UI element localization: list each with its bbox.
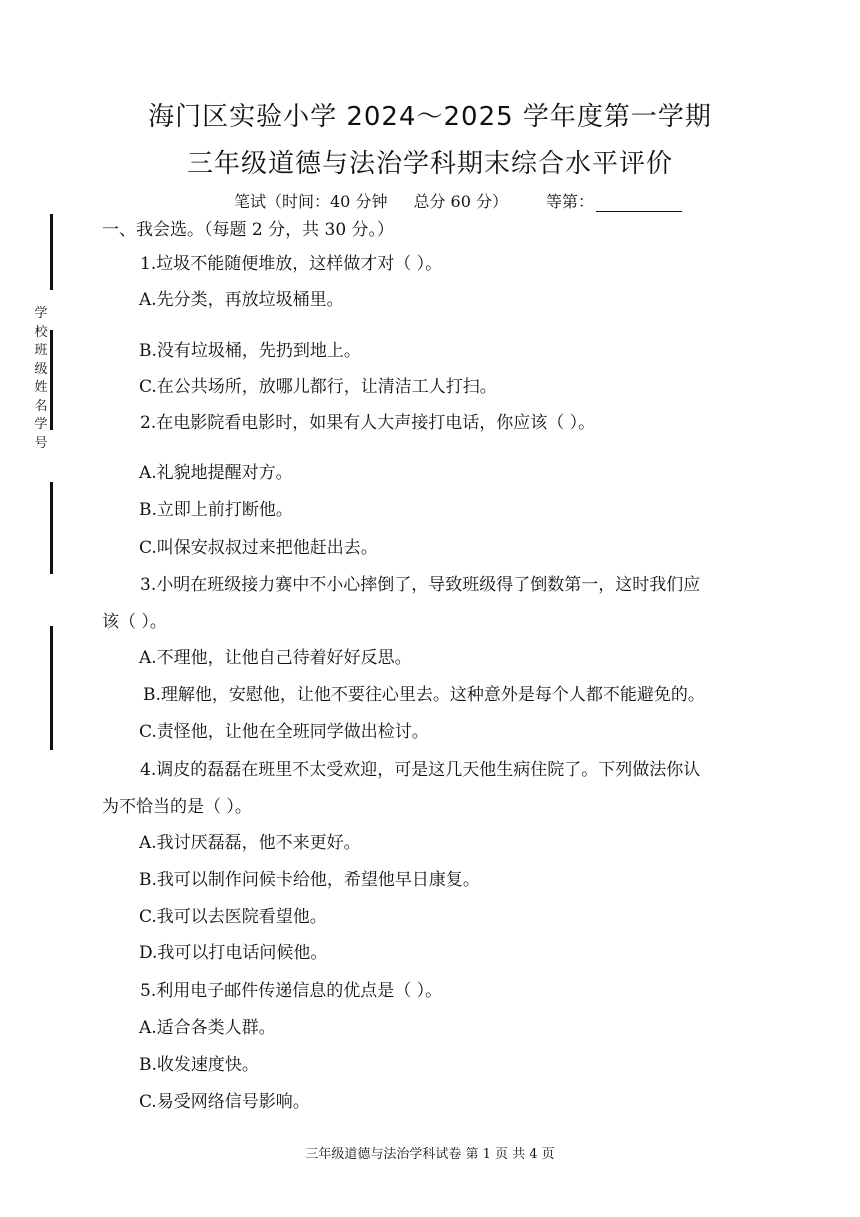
q5-option-b[interactable]: B.收发速度快。	[139, 1055, 259, 1075]
total-score-info: 总分 60 分）	[413, 192, 508, 211]
q4-option-b[interactable]: B.我可以制作问候卡给他，希望他早日康复。	[139, 870, 480, 890]
exam-info-line	[234, 189, 682, 212]
q4-option-d[interactable]: D.我可以打电话问候他。	[139, 943, 328, 963]
q4-option-c[interactable]: C.我可以去医院看望他。	[139, 907, 327, 927]
q4-option-a[interactable]: A.我讨厌磊磊，他不来更好。	[139, 833, 361, 853]
question-2-stem: 2.在电影院看电影时，如果有人大声接打电话，你应该（ ）。	[140, 413, 596, 433]
question-3-stem: 3.小明在班级接力赛中不小心摔倒了，导致班级得了倒数第一，这时我们应	[140, 575, 701, 595]
q1-option-c[interactable]: C.在公共场所，放哪儿都行，让清洁工人打扫。	[139, 377, 497, 397]
q5-option-a[interactable]: A.适合各类人群。	[139, 1018, 276, 1038]
q2-option-b[interactable]: B.立即上前打断他。	[139, 500, 293, 520]
student-info-sidebar	[34, 305, 48, 453]
q3-option-a[interactable]: A.不理他，让他自己待着好好反思。	[139, 648, 412, 668]
sidebar-char: 班	[34, 343, 48, 358]
question-3-stem-cont: 该（ ）。	[102, 612, 167, 632]
q5-option-c[interactable]: C.易受网络信号影响。	[139, 1092, 310, 1112]
q1-option-b[interactable]: B.没有垃圾桶，先扔到地上。	[139, 341, 361, 361]
grade-blank[interactable]	[596, 193, 682, 212]
binding-line-2	[50, 330, 53, 430]
binding-line-4	[50, 626, 53, 750]
section-heading: 一、我会选。（每题 2 分，共 30 分。）	[102, 220, 395, 240]
question-4-stem: 4.调皮的磊磊在班里不太受欢迎，可是这几天他生病住院了。下列做法你认	[140, 760, 701, 780]
title-line-1: 海门区实验小学 2024～2025 学年度第一学期	[148, 102, 712, 132]
question-5-stem: 5.利用电子邮件传递信息的优点是（ ）。	[140, 981, 443, 1001]
sidebar-char: 校	[34, 324, 48, 340]
sidebar-char: 学	[34, 306, 48, 321]
sidebar-char: 姓	[34, 380, 48, 395]
question-4-stem-cont: 为不恰当的是（ ）。	[102, 797, 252, 817]
sidebar-char: 级	[34, 361, 48, 377]
page-footer: 三年级道德与法治学科试卷 第 1 页 共 4 页	[305, 1147, 555, 1162]
binding-line-1	[50, 214, 53, 290]
sidebar-char: 名	[34, 398, 48, 414]
binding-line-3	[50, 482, 53, 574]
grade-label: 等第：	[546, 192, 595, 211]
sidebar-char: 学	[34, 417, 48, 432]
question-1-stem: 1.垃圾不能随便堆放，这样做才对（ ）。	[140, 254, 443, 274]
sidebar-char: 号	[34, 435, 48, 451]
exam-time-info: 笔试（时间：40 分钟	[234, 192, 388, 211]
q1-option-a[interactable]: A.先分类，再放垃圾桶里。	[139, 290, 344, 310]
q3-option-b[interactable]: B.理解他，安慰他，让他不要往心里去。这种意外是每个人都不能避免的。	[143, 685, 705, 705]
q3-option-c[interactable]: C.责怪他，让他在全班同学做出检讨。	[139, 722, 429, 742]
q2-option-a[interactable]: A.礼貌地提醒对方。	[139, 463, 293, 483]
title-line-2: 三年级道德与法治学科期末综合水平评价	[186, 149, 673, 179]
q2-option-c[interactable]: C.叫保安叔叔过来把他赶出去。	[139, 538, 378, 558]
